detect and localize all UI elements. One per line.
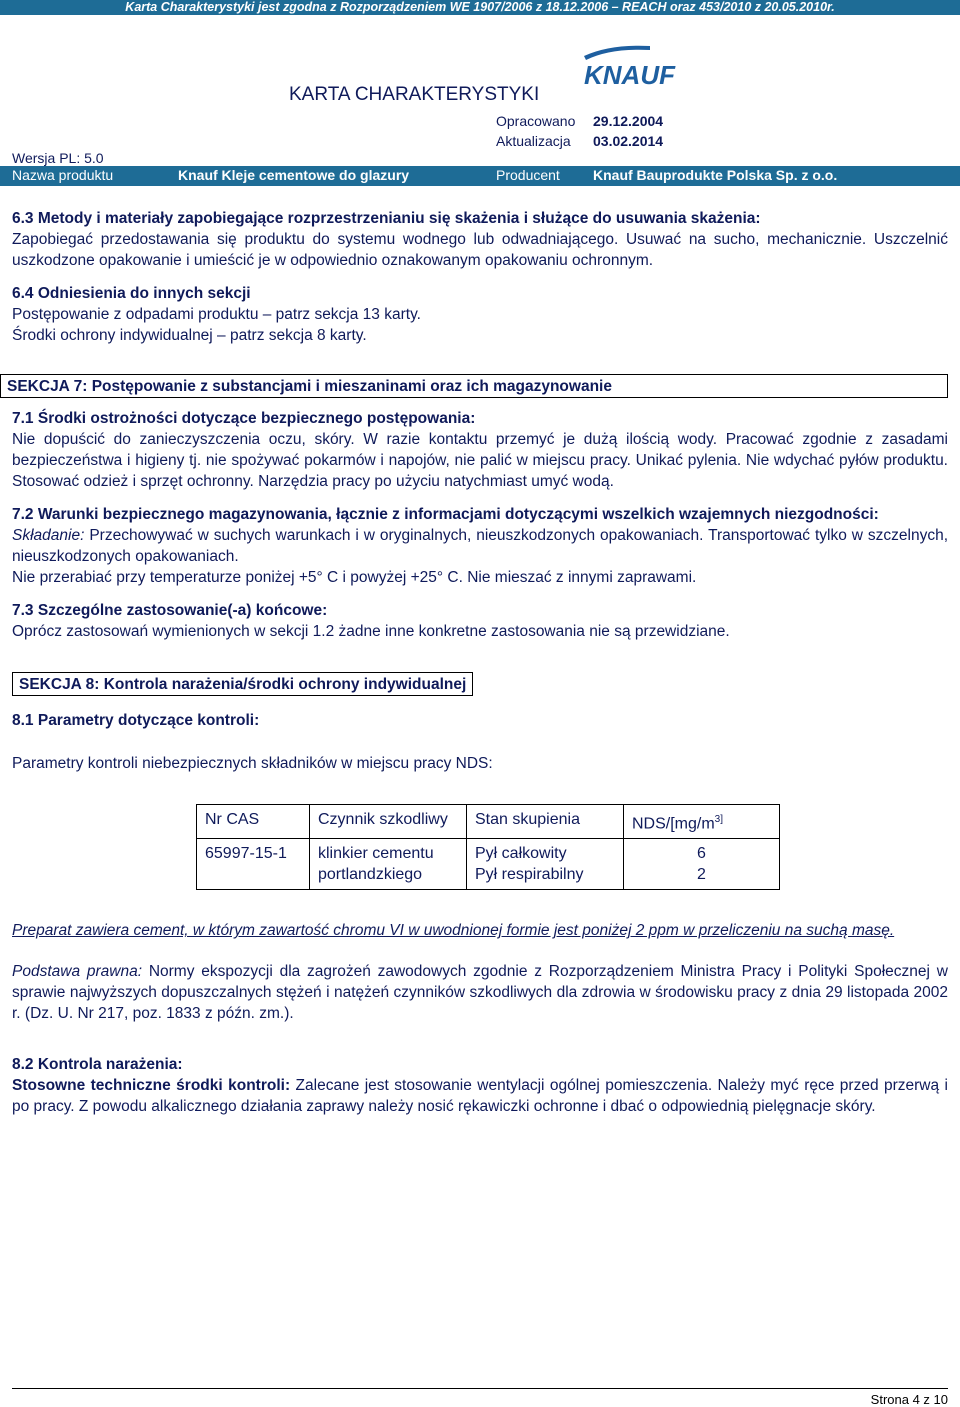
s63-text: Zapobiegać przedostawania się produktu do systemu wodnego lub odwadniającego. Usuwać na sucho, mechanicznie. Uszczelnić uszkodzone opakowanie i umieścić je w odpowiednio oznakowanym opakowaniu ochronnym. bbox=[12, 231, 948, 269]
section-8-heading: SEKCJA 8: Kontrola narażenia/środki ochrony indywidualnej bbox=[12, 672, 473, 696]
s64-heading: 6.4 Odniesienia do innych sekcji bbox=[12, 285, 251, 302]
cell-state: Pył całkowity Pył respirabilny bbox=[467, 839, 624, 890]
product-bar bbox=[0, 166, 960, 186]
s71-heading: 7.1 Środki ostrożności dotyczące bezpiecznego postępowania: bbox=[12, 410, 476, 427]
document-body bbox=[7, 208, 948, 1117]
cell-cas: 65997-15-1 bbox=[197, 839, 310, 890]
s82-heading: 8.2 Kontrola narażenia: bbox=[12, 1056, 183, 1074]
updated-label: Aktualizacja bbox=[496, 133, 571, 149]
logo-text: KNAUF bbox=[584, 60, 675, 90]
header-cas: Nr CAS bbox=[197, 805, 310, 839]
chromium-note: Preparat zawiera cement, w którym zawartość chromu VI w uwodnionej formie jest poniżej 2 ppm w przeliczeniu na suchą masę. bbox=[12, 922, 895, 940]
prepared-label: Opracowano bbox=[496, 113, 576, 129]
header-nds: NDS/[$mg/m^{3]}$ bbox=[624, 805, 780, 839]
s82-text: Zalecane jest stosowanie wentylacji ogólnej pomieszczenia. Należy myć ręce przed przerwą i po pracy. Z powodu alkalicznego działania zaprawy należy nosić rękawiczki ochronne i dbać o odpowiednią pielęgnacje skóry. bbox=[12, 1077, 948, 1116]
table-row bbox=[197, 839, 780, 890]
legal-text: Normy ekspozycji dla zagrożeń zawodowych zgodnie z Rozporządzeniem Ministra Pracy i Polityki Społecznej w sprawie najwyższych dopuszczalnych stężeń i natężeń czynników szkodliwych dla zdrowia w środowisku pracy z dnia 29 listopada 2002 r. (Dz. U. Nr 217, poz. 1833 z późn. zm.). bbox=[12, 963, 948, 1023]
s72-label: Składanie: bbox=[12, 527, 85, 544]
header-state: Stan skupienia bbox=[467, 805, 624, 839]
s81-heading: 8.1 Parametry dotyczące kontroli: bbox=[12, 712, 260, 729]
page-number: Strona 4 z 10 bbox=[870, 1392, 948, 1407]
s82-label: Stosowne techniczne środki kontroli: bbox=[12, 1077, 291, 1095]
header-agent: Czynnik szkodliwy bbox=[310, 805, 467, 839]
product-label: Nazwa produktu bbox=[12, 167, 114, 183]
prepared-date: 29.12.2004 bbox=[593, 113, 664, 129]
s64-line2: Środki ochrony indywidualnej – patrz sekcja 8 karty. bbox=[12, 327, 367, 344]
s64-line1: Postępowanie z odpadami produktu – patrz sekcja 13 karty. bbox=[12, 306, 421, 323]
knauf-logo bbox=[580, 42, 675, 92]
s72-heading: 7.2 Warunki bezpiecznego magazynowania, łącznie z informacjami dotyczącymi wszelkich wzajemnych niezgodności: bbox=[12, 506, 879, 523]
regulation-banner: Karta Charakterystyki jest zgodna z Rozporządzeniem WE 1907/2006 z 18.12.2006 – REACH oraz 453/2010 z 20.05.2010r. bbox=[0, 0, 960, 15]
version: Wersja PL: 5.0 bbox=[12, 150, 104, 166]
footer-divider bbox=[12, 1388, 948, 1389]
cell-agent: klinkier cementu portlandzkiego bbox=[310, 839, 467, 890]
s73-heading: 7.3 Szczególne zastosowanie(-a) końcowe: bbox=[12, 602, 328, 619]
s72-text: Przechowywać w suchych warunkach i w oryginalnych, nieuszkodzonych opakowaniach. Transportować tylko w szczelnych, nieuszkodzonych opakowaniach. bbox=[12, 527, 948, 565]
s73-text: Oprócz zastosowań wymienionych w sekcji 1.2 żadne inne konkretne zastosowania nie są przewidziane. bbox=[12, 623, 730, 640]
producer-name: Knauf Bauprodukte Polska Sp. z o.o. bbox=[593, 167, 838, 183]
product-name: Knauf Kleje cementowe do glazury bbox=[178, 167, 410, 183]
s71-text: Nie dopuścić do zanieczyszczenia oczu, skóry. W razie kontaktu przemyć je dużą ilością wody. Pracować zgodnie z zasadami bezpieczeństwa i higieny tj. nie spożywać pokarmów i napojów, nie palić w miejscu pracy. Unikać pylenia. Nie wdychać pyłów produktu. Stosować odzież i sprzęt ochronny. Narzędzia pracy po użyciu natychmiast umyć wodą. bbox=[12, 431, 948, 490]
document-title: KARTA CHARAKTERYSTYKI bbox=[289, 84, 540, 105]
legal-label: Podstawa prawna: bbox=[12, 963, 143, 981]
section-7-heading: SEKCJA 7: Postępowanie z substancjami i mieszaninami oraz ich magazynowanie bbox=[0, 374, 948, 398]
s81-intro: Parametry kontroli niebezpiecznych składników w miejscu pracy NDS: bbox=[12, 755, 493, 772]
table-header-row bbox=[197, 805, 780, 839]
nds-table bbox=[196, 804, 780, 890]
updated-date: 03.02.2014 bbox=[593, 133, 664, 149]
cell-nds: 6 2 bbox=[624, 839, 780, 890]
s63-heading: 6.3 Metody i materiały zapobiegające rozprzestrzenianiu się skażenia i służące do usuwania skażenia: bbox=[12, 210, 761, 227]
s72-line2: Nie przerabiać przy temperaturze poniżej +5° C i powyżej +25° C. Nie mieszać z innymi zaprawami. bbox=[12, 569, 697, 586]
producer-label: Producent bbox=[496, 167, 560, 183]
